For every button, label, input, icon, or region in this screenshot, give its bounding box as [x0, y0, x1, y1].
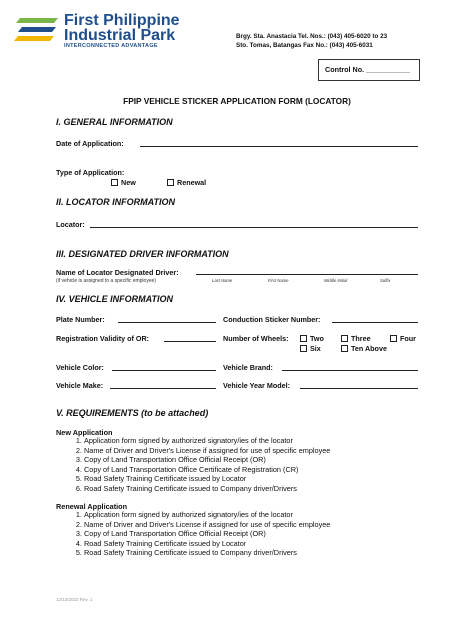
wheels-option-two[interactable]	[300, 334, 324, 343]
section-requirements-heading: V. REQUIREMENTS (to be attached)	[56, 408, 209, 418]
option-renewal-label: Renewal	[177, 178, 207, 187]
wheels-ten-above-label: Ten Above	[351, 344, 387, 353]
wheels-four-label: Four	[400, 334, 416, 343]
list-item: 1. Application form signed by authorized signatory/ies of the locator	[84, 510, 456, 520]
vehicle-brand-field[interactable]	[282, 370, 418, 371]
wheels-option-four[interactable]	[390, 334, 416, 343]
wheels-two-checkbox[interactable]	[300, 335, 307, 342]
wheels-six-label: Six	[310, 344, 321, 353]
plate-number-label: Plate Number:	[56, 315, 105, 324]
new-application-heading: New Application	[56, 428, 113, 437]
conduction-sticker-label: Conduction Sticker Number:	[223, 315, 321, 324]
registration-validity-field[interactable]	[164, 341, 216, 342]
registration-validity-label: Registration Validity of OR:	[56, 334, 150, 343]
org-tagline: INTERCONNECTED ADVANTAGE	[64, 43, 158, 49]
vehicle-color-field[interactable]	[112, 370, 216, 371]
driver-name-label: Name of Locator Designated Driver:	[56, 268, 179, 277]
list-item: 1. Application form signed by authorized signatory/ies of the locator	[84, 436, 456, 446]
new-checkbox[interactable]	[111, 179, 118, 186]
new-requirements-list	[56, 436, 456, 494]
address-line2: Sto. Tomas, Batangas Fax No.: (043) 405-6031	[236, 42, 373, 49]
renewal-checkbox[interactable]	[167, 179, 174, 186]
list-item: 4. Copy of Land Transportation Office Certificate of Registration (CR)	[84, 465, 456, 475]
list-item: 6. Road Safety Training Certificate issued to Company driver/Drivers	[84, 484, 456, 494]
section-vehicle-heading: IV. VEHICLE INFORMATION	[56, 294, 174, 304]
org-name-line1: First Philippine	[64, 12, 180, 29]
renewal-requirements-list	[56, 510, 456, 558]
date-of-application-field[interactable]	[140, 146, 418, 147]
wheels-two-label: Two	[310, 334, 324, 343]
wheels-ten-above-checkbox[interactable]	[341, 345, 348, 352]
list-item: 4. Road Safety Training Certificate issued by Locator	[84, 539, 456, 549]
locator-field[interactable]	[90, 227, 418, 228]
list-item: 3. Copy of Land Transportation Office Official Receipt (OR)	[84, 455, 456, 465]
control-number-box[interactable]	[318, 59, 420, 81]
wheels-four-checkbox[interactable]	[390, 335, 397, 342]
revision-footer: 12/13/2022 Rev. 1	[56, 597, 93, 602]
org-name-line2: Industrial Park	[64, 27, 176, 44]
option-new[interactable]	[111, 178, 136, 187]
list-item: 2. Name of Driver and Driver's License if assigned for use of specific employee	[84, 520, 456, 530]
fpip-logo-icon	[14, 14, 62, 46]
date-of-application-label: Date of Application:	[56, 139, 124, 148]
wheels-option-three[interactable]	[341, 334, 371, 343]
option-renewal[interactable]	[167, 178, 206, 187]
wheels-three-checkbox[interactable]	[341, 335, 348, 342]
list-item: 5. Road Safety Training Certificate issued to Company driver/Drivers	[84, 548, 456, 558]
vehicle-make-label: Vehicle Make:	[56, 381, 104, 390]
renewal-application-heading: Renewal Application	[56, 502, 128, 511]
conduction-sticker-field[interactable]	[332, 322, 418, 323]
vehicle-year-model-label: Vehicle Year Model:	[223, 381, 290, 390]
control-number-label: Control No. ___________	[325, 65, 411, 74]
vehicle-brand-label: Vehicle Brand:	[223, 363, 273, 372]
type-of-application-label: Type of Application:	[56, 168, 125, 177]
section-driver-heading: III. DESIGNATED DRIVER INFORMATION	[56, 249, 229, 259]
list-item: 5. Road Safety Training Certificate issued by Locator	[84, 474, 456, 484]
locator-label: Locator:	[56, 220, 85, 229]
address-line1: Brgy. Sta. Anastacia Tel. Nos.: (043) 405-6020 to 23	[236, 33, 388, 40]
list-item: 2. Name of Driver and Driver's License if assigned for use of specific employee	[84, 446, 456, 456]
vehicle-color-label: Vehicle Color:	[56, 363, 104, 372]
driver-name-note: (if vehicle is assigned to a specific employee)	[56, 278, 157, 284]
driver-last-name-label: Last Name	[212, 278, 233, 283]
driver-name-field[interactable]	[196, 274, 418, 275]
number-of-wheels-label: Number of Wheels:	[223, 334, 289, 343]
vehicle-make-field[interactable]	[110, 388, 216, 389]
option-new-label: New	[121, 178, 136, 187]
driver-first-name-label: First Name	[268, 278, 289, 283]
list-item: 3. Copy of Land Transportation Office Official Receipt (OR)	[84, 529, 456, 539]
plate-number-field[interactable]	[118, 322, 216, 323]
driver-suffix-label: Suffix	[380, 278, 391, 283]
wheels-option-six[interactable]	[300, 344, 321, 353]
section-locator-heading: II. LOCATOR INFORMATION	[56, 197, 175, 207]
wheels-option-ten-above[interactable]	[341, 344, 387, 353]
form-title: FPIP VEHICLE STICKER APPLICATION FORM (LOCATOR)	[123, 96, 351, 106]
wheels-three-label: Three	[351, 334, 371, 343]
vehicle-year-model-field[interactable]	[300, 388, 418, 389]
wheels-six-checkbox[interactable]	[300, 345, 307, 352]
driver-middle-initial-label: Middle Initial	[324, 278, 348, 283]
section-general-heading: I. GENERAL INFORMATION	[56, 117, 173, 127]
